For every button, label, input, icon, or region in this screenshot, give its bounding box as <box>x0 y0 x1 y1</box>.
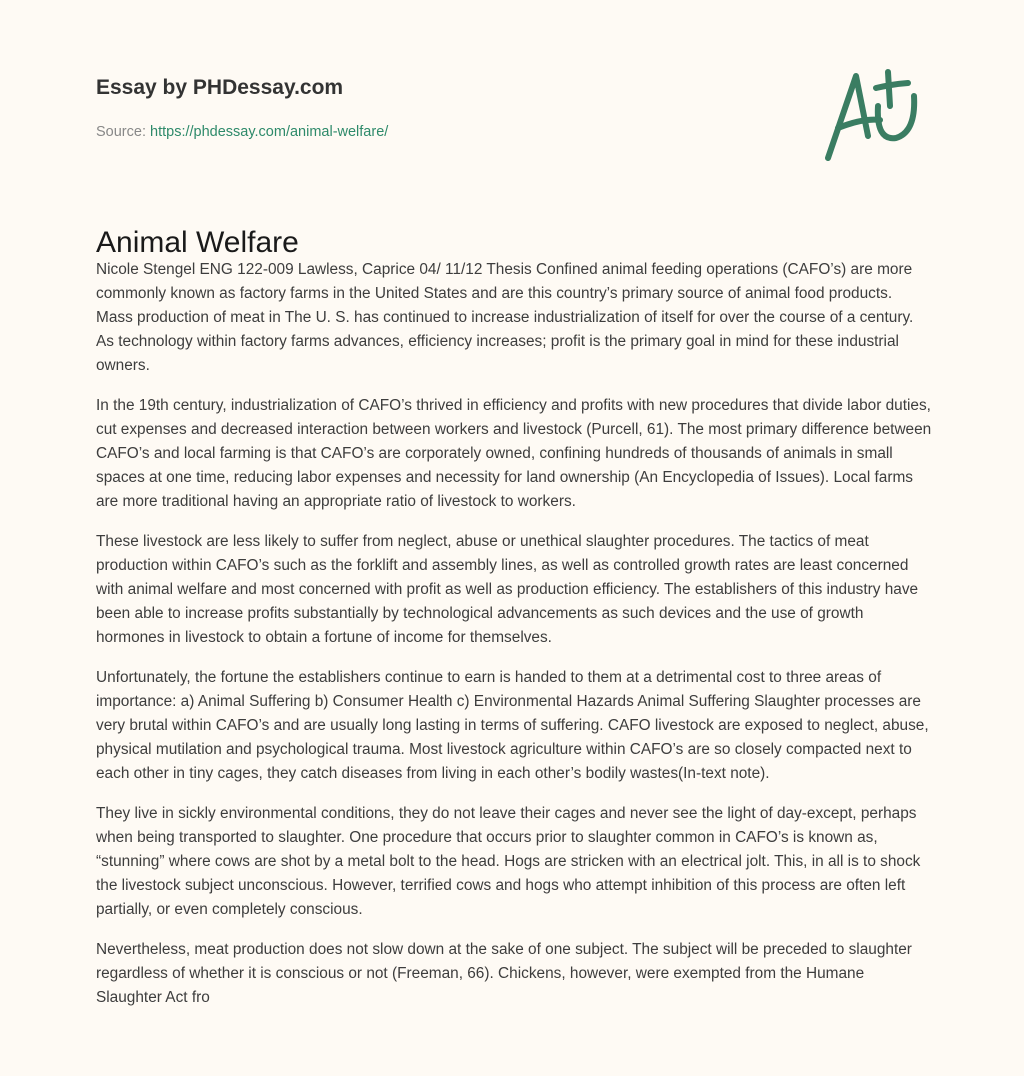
article-title: Animal Welfare <box>96 226 299 259</box>
paragraph: Nicole Stengel ENG 122-009 Lawless, Caprice 04/ 11/12 Thesis Confined animal feeding operations (CAFO’s) are more commonly known as factory farms in the United States and are this country’s primary source of animal food products. Mass production of meat in The U. S. has continued to increase industrialization of itself for over the course of a century. As technology within factory farms advances, efficiency increases; profit is the primary goal in mind for these industrial owners. <box>96 261 914 374</box>
paragraph: Unfortunately, the fortune the establishers continue to earn is handed to them at a detrimental cost to three areas of importance: a) Animal Suffering b) Consumer Health c) Environmental Hazards Animal Suffering Slaughter processes are very brutal within CAFO’s and are usually long lasting in terms of suffering. CAFO livestock are exposed to neglect, abuse, physical mutilation and psychological trauma. Most livestock agriculture within CAFO’s are so closely compacted next to each other in tiny cages, they catch diseases from living in each other’s bodily wastes(In-text note). <box>96 669 929 782</box>
article-body <box>96 258 932 1026</box>
paragraph: In the 19th century, industrialization of CAFO’s thrived in efficiency and profits with new procedures that divide labor duties, cut expenses and decreased interaction between workers and livestock (Purcell, 61). The most primary difference between CAFO’s and local farming is that CAFO’s are corporately owned, confining hundreds of thousands of animals in small spaces at one time, reducing labor expenses and necessity for land ownership (An Encyclopedia of Issues). Local farms are more traditional having an appropriate ratio of livestock to workers. <box>96 397 932 510</box>
source-link[interactable]: https://phdessay.com/animal-welfare/ <box>150 124 389 140</box>
site-title: Essay by PHDessay.com <box>96 76 344 99</box>
source-label: Source: <box>96 124 146 140</box>
a-plus-logo-icon <box>818 66 930 166</box>
paragraph: Nevertheless, meat production does not slow down at the sake of one subject. The subject will be preceded to slaughter regardless of whether it is conscious or not (Freeman, 66). Chickens, however, were exempted from the Humane Slaughter Act fro <box>96 941 912 1006</box>
paragraph: They live in sickly environmental conditions, they do not leave their cages and never see the light of day-except, perhaps when being transported to slaughter. One procedure that occurs prior to slaughter common in CAFO’s is known as, “stunning” where cows are shot by a metal bolt to the head. Hogs are stricken with an electrical jolt. This, in all is to shock the livestock subject unconscious. However, terrified cows and hogs who attempt inhibition of this process are often left partially, or even completely conscious. <box>96 805 921 918</box>
paragraph: These livestock are less likely to suffer from neglect, abuse or unethical slaughter procedures. The tactics of meat production within CAFO’s such as the forklift and assembly lines, as well as controlled growth rates are least concerned with animal welfare and most concerned with profit as well as production efficiency. The establishers of this industry have been able to increase profits substantially by technological advancements as such devices and the use of growth hormones in livestock to obtain a fortune of income for themselves. <box>96 533 919 646</box>
source-line <box>96 124 388 140</box>
